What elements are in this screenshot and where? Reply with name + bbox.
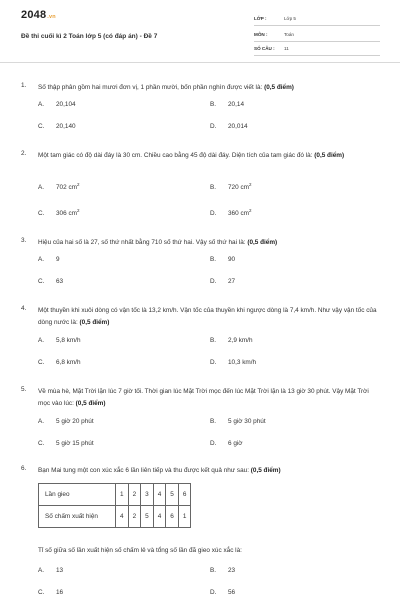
points-label: (0,5 điểm) [314, 152, 345, 159]
table-cell: 5 [141, 506, 154, 528]
meta-value: Lớp 5 [284, 16, 296, 21]
question-text: Bạn Mai tung một con xúc xắc 6 lần liên tiếp và thu được kết quả như sau: (0,5 điểm) [38, 467, 281, 474]
option-b[interactable]: B. 90 [210, 256, 236, 263]
option-b[interactable]: B. 5 giờ 30 phút [210, 418, 266, 425]
table-row [39, 506, 191, 528]
option-c[interactable]: C. 16 [38, 589, 64, 596]
option-b[interactable]: B. 23 [210, 567, 236, 574]
meta-class [254, 13, 380, 26]
table-cell: 4 [116, 506, 129, 528]
table-cell: 3 [141, 484, 154, 506]
option-d[interactable]: D. 10,3 km/h [210, 359, 257, 366]
points-label: (0,5 điểm) [79, 318, 110, 326]
option-d[interactable]: D. 20,014 [210, 123, 248, 130]
question-number: 5. [21, 386, 27, 393]
option-d[interactable]: D. 56 [210, 589, 236, 596]
table-row [39, 484, 191, 506]
meta-value: 11 [284, 46, 289, 51]
option-b[interactable]: B. 2,9 km/h [210, 337, 253, 344]
question-number: 6. [21, 465, 27, 472]
logo-suffix: .vn [47, 14, 56, 20]
question-text: Số thập phân gồm hai mươi đơn vị, 1 phần mười, bốn phần nghìn được viết là: (0,5 điểm) [38, 84, 294, 91]
option-b[interactable]: B. 20,14 [210, 101, 244, 108]
option-a[interactable]: A. 5,8 km/h [38, 337, 81, 344]
table-cell: 5 [166, 484, 179, 506]
option-c[interactable]: C. 6,8 km/h [38, 359, 81, 366]
table-cell: 1 [178, 506, 191, 528]
table-cell: 6 [166, 506, 179, 528]
meta-count [254, 43, 380, 56]
option-a[interactable]: A. 702 $cm^2$ [38, 182, 80, 192]
points-label: (0,5 điểm) [250, 467, 281, 474]
dice-results-table [38, 483, 191, 528]
table-cell: 4 [153, 506, 166, 528]
meta-key: LỚP : [254, 16, 267, 21]
row-header: Số chấm xuất hiện [39, 506, 116, 528]
question-number: 1. [21, 82, 27, 89]
question-text: Một thuyền khi xuôi dòng có vận tốc là 13,2 km/h. Vận tốc của thuyền khi ngược dòng là 7,4 km/h. Như vậy vận tốc của dòng nước là: (0,5 điểm) [38, 307, 377, 326]
question-text: Hiệu của hai số là 27, số thứ nhất bằng 710 số thứ hai. Vậy số thứ hai là: (0,5 điểm) [38, 239, 278, 246]
meta-key: MÔN : [254, 32, 268, 37]
question-number: 2. [21, 150, 27, 157]
option-a[interactable]: A. 5 giờ 20 phút [38, 418, 94, 425]
site-logo[interactable] [21, 9, 56, 21]
table-cell: 2 [128, 484, 141, 506]
option-d[interactable]: D. 27 [210, 278, 236, 285]
points-label: (0,5 điểm) [75, 399, 106, 407]
points-label: (0,5 điểm) [247, 239, 278, 246]
option-c[interactable]: C. 5 giờ 15 phút [38, 440, 94, 447]
question-text: Một tam giác có độ dài đáy là 30 cm. Chiều cao bằng 45 độ dài đáy. Diện tích của tam giác đó là: (0,5 điểm) [38, 152, 345, 159]
table-cell: 6 [178, 484, 191, 506]
meta-subject [254, 29, 380, 42]
option-a[interactable]: A. 20,104 [38, 101, 76, 108]
logo-text: 2048 [21, 9, 47, 21]
option-d[interactable]: D. 6 giờ [210, 440, 243, 447]
option-a[interactable]: A. 13 [38, 567, 64, 574]
option-c[interactable]: C. 306 $cm^2$ [38, 208, 80, 218]
followup-text: Tỉ số giữa số lần xuất hiện số chấm lẻ và tổng số lần đã gieo xúc xắc là: [38, 547, 242, 554]
option-d[interactable]: D. 360 $cm^2$ [210, 208, 252, 218]
question-number: 4. [21, 305, 27, 312]
points-label: (0,5 điểm) [264, 84, 294, 91]
question-number: 3. [21, 237, 27, 244]
meta-value: Toán [284, 32, 294, 37]
option-b[interactable]: B. 720 $cm^2$ [210, 182, 252, 192]
table-cell: 2 [128, 506, 141, 528]
option-a[interactable]: A. 9 [38, 256, 60, 263]
page-header [0, 0, 400, 63]
option-c[interactable]: C. 20,140 [38, 123, 76, 130]
table-cell: 4 [153, 484, 166, 506]
row-header: Lần gieo [39, 484, 116, 506]
table-cell: 1 [116, 484, 129, 506]
option-c[interactable]: C. 63 [38, 278, 64, 285]
question-text: Về mùa hè, Mặt Trời lặn lúc 7 giờ tối. Thời gian lúc Mặt Trời mọc đến lúc Mặt Trời lặn là 13 giờ 30 phút. Vậy Mặt Trời mọc vào lúc: (0,5 điểm) [38, 388, 369, 407]
meta-key: SỐ CÂU : [254, 46, 275, 51]
exam-title: Đề thi cuối kì 2 Toán lớp 5 (có đáp án) - Đề 7 [21, 33, 158, 40]
